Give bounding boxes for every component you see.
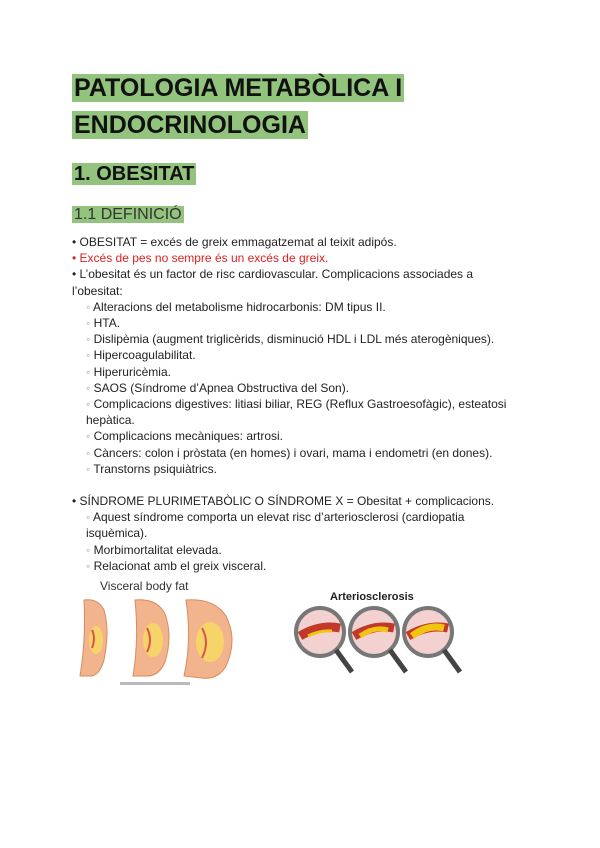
complication-item: ◦ Alteracions del metabolisme hidrocarbonis: DM tipus II. (72, 299, 522, 315)
torso-lean (80, 600, 107, 676)
subsection-heading (72, 204, 184, 226)
visceral-fat-title: Visceral body fat (100, 579, 189, 593)
syndrome-item: ◦ Aquest síndrome comporta un elevat risc d’arteriosclerosi (cardiopatia isquèmica). (72, 509, 522, 541)
bullet-sindrome-x: • SÍNDROME PLURIMETABÒLIC O SÍNDROME X = Obesitat + complicacions. (72, 494, 495, 509)
arteriosclerosis-title: Arteriosclerosis (330, 591, 414, 603)
title-line-2: ENDOCRINOLOGIA (74, 111, 306, 139)
complication-item: ◦ Complicacions digestives: litiasi biliar, REG (Reflux Gastroesofàgic), esteatosi hepàtica. (72, 396, 522, 428)
arteriosclerosis-illustration (290, 588, 466, 680)
bullet-exces-pes: • Excés de pes no sempre és un excés de greix. (72, 251, 329, 266)
magnifier-2 (350, 608, 406, 672)
subsection-title: 1.1 DEFINICIÓ (74, 206, 182, 223)
magnifier-3 (404, 608, 460, 672)
syndrome-item: ◦ Relacionat amb el greix visceral. (72, 558, 522, 574)
section-heading (72, 160, 196, 188)
magnifier-1 (296, 608, 352, 672)
bullet-risc-cardiovascular: • L’obesitat és un factor de risc cardiovascular. Complicacions associades a l’obesitat: (72, 267, 474, 298)
complication-item: ◦ Càncers: colon i pròstata (en homes) i ovari, mama i endometri (en dones). (72, 445, 522, 461)
complication-item: ◦ Complicacions mecàniques: artrosi. (72, 428, 522, 444)
complication-item: ◦ Hiperuricèmia. (72, 364, 522, 380)
spacer (72, 477, 522, 493)
complication-item: ◦ Hipercoagulabilitat. (72, 347, 522, 363)
syndrome-item: ◦ Morbimortalitat elevada. (72, 542, 522, 558)
title-line-1: PATOLOGIA METABÒLICA I (74, 74, 403, 102)
visceral-fat-illustration (72, 578, 248, 690)
definition-content (72, 234, 522, 574)
complication-item: ◦ Dislipèmia (augment triglicèrids, disminució HDL i LDL més aterogèniques). (72, 331, 522, 347)
document-title (72, 70, 532, 144)
bullet-obesitat: • OBESITAT = excés de greix emmagatzemat al teixit adipós. (72, 235, 397, 249)
torso-medium (133, 600, 169, 676)
complication-item: ◦ SAOS (Síndrome d’Apnea Obstructiva del Son). (72, 380, 522, 396)
torso-obese (184, 600, 232, 678)
complication-item: ◦ HTA. (72, 315, 522, 331)
complication-item: ◦ Transtorns psiquiàtrics. (72, 461, 522, 477)
section-title: 1. OBESITAT (74, 163, 195, 185)
